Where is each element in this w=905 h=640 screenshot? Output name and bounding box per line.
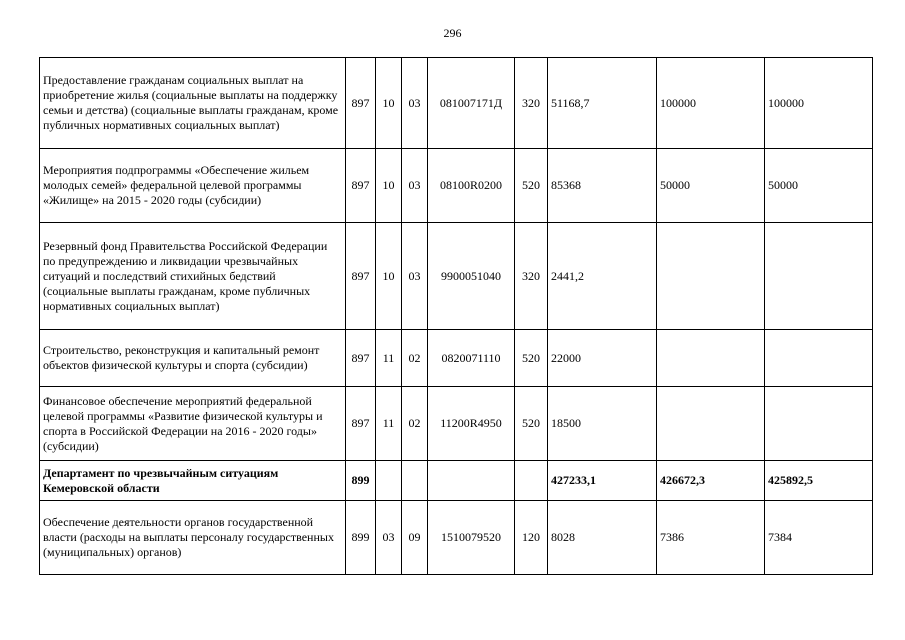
table-row [40, 501, 873, 575]
row-vr: 120 [515, 501, 548, 575]
row-rz [376, 461, 402, 501]
row-name: Финансовое обеспечение мероприятий федеральной целевой программы «Развитие физической культуры и спорта в Российской Федерации на 2016 - 2020 годы» (субсидии) [40, 387, 346, 461]
row-year2: 426672,3 [657, 461, 765, 501]
row-year2: 50000 [657, 149, 765, 223]
row-csr: 11200R4950 [428, 387, 515, 461]
row-pr: 03 [402, 223, 428, 330]
row-year3: 100000 [765, 58, 873, 149]
row-year3: 425892,5 [765, 461, 873, 501]
row-pr: 03 [402, 58, 428, 149]
row-year3 [765, 223, 873, 330]
row-grbs: 897 [346, 387, 376, 461]
row-csr: 0820071110 [428, 330, 515, 387]
row-csr: 08100R0200 [428, 149, 515, 223]
row-pr: 09 [402, 501, 428, 575]
row-vr [515, 461, 548, 501]
page-number: 296 [443, 26, 462, 40]
row-vr: 520 [515, 149, 548, 223]
row-year1: 427233,1 [548, 461, 657, 501]
row-year1: 22000 [548, 330, 657, 387]
row-rz: 10 [376, 149, 402, 223]
row-csr: 9900051040 [428, 223, 515, 330]
row-name: Строительство, реконструкция и капитальный ремонт объектов физической культуры и спорта (субсидии) [40, 330, 346, 387]
row-grbs: 897 [346, 223, 376, 330]
row-year1: 85368 [548, 149, 657, 223]
row-rz: 03 [376, 501, 402, 575]
row-year2: 100000 [657, 58, 765, 149]
row-year3 [765, 387, 873, 461]
table-row [40, 330, 873, 387]
row-year1: 8028 [548, 501, 657, 575]
row-csr [428, 461, 515, 501]
row-name: Департамент по чрезвычайным ситуациям Кемеровской области [40, 461, 346, 501]
row-pr: 02 [402, 330, 428, 387]
row-csr: 1510079520 [428, 501, 515, 575]
row-grbs: 897 [346, 149, 376, 223]
table-row [40, 461, 873, 501]
row-pr: 03 [402, 149, 428, 223]
table-row [40, 223, 873, 330]
row-csr: 081007171Д [428, 58, 515, 149]
row-rz: 11 [376, 330, 402, 387]
row-year1: 18500 [548, 387, 657, 461]
row-name: Обеспечение деятельности органов государственной власти (расходы на выплаты персоналу государственных (муниципальных) органов) [40, 501, 346, 575]
row-rz: 10 [376, 58, 402, 149]
row-name: Мероприятия подпрограммы «Обеспечение жильем молодых семей» федеральной целевой программы «Жилище» на 2015 - 2020 годы (субсидии) [40, 149, 346, 223]
row-pr [402, 461, 428, 501]
budget-table [39, 57, 873, 575]
row-year1: 2441,2 [548, 223, 657, 330]
table-row [40, 387, 873, 461]
row-name: Резервный фонд Правительства Российской Федерации по предупреждению и ликвидации чрезвычайных ситуаций и последствий стихийных бедствий (социальные выплаты гражданам, кроме публичных нормативных социальных выплат) [40, 223, 346, 330]
row-vr: 520 [515, 330, 548, 387]
row-year3 [765, 330, 873, 387]
table-row [40, 149, 873, 223]
budget-table-body [40, 58, 873, 575]
row-year2 [657, 330, 765, 387]
row-vr: 320 [515, 223, 548, 330]
row-grbs: 899 [346, 461, 376, 501]
row-year2: 7386 [657, 501, 765, 575]
row-grbs: 897 [346, 58, 376, 149]
row-grbs: 899 [346, 501, 376, 575]
row-name: Предоставление гражданам социальных выплат на приобретение жилья (социальные выплаты на поддержку семьи и детства) (социальные выплаты гражданам, кроме публичных нормативных социальных выплат) [40, 58, 346, 149]
row-pr: 02 [402, 387, 428, 461]
row-year2 [657, 387, 765, 461]
row-vr: 320 [515, 58, 548, 149]
row-vr: 520 [515, 387, 548, 461]
row-rz: 11 [376, 387, 402, 461]
row-year1: 51168,7 [548, 58, 657, 149]
table-row [40, 58, 873, 149]
row-grbs: 897 [346, 330, 376, 387]
row-year3: 7384 [765, 501, 873, 575]
row-rz: 10 [376, 223, 402, 330]
row-year2 [657, 223, 765, 330]
row-year3: 50000 [765, 149, 873, 223]
